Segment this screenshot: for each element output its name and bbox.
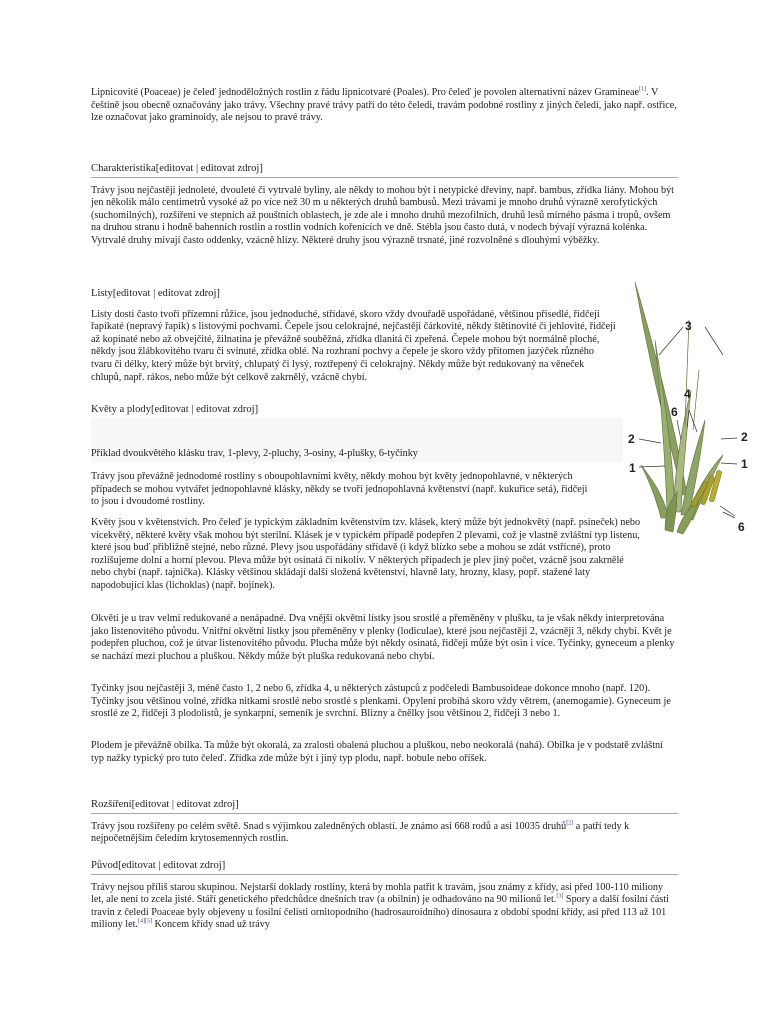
heading-puvod[interactable]: Původ[editovat | editovat zdroj] <box>91 860 678 875</box>
label-1-left: 1 <box>629 461 636 475</box>
kvety-paragraph-4: Tyčinky jsou nejčastěji 3, méně často 1, 2 nebo 6, zřídka 4, u některých zástupců z podčeledi Bambusoideae dokonce mnoho (např. 120). Tyčinky jsou většinou volné, zřídka nitkami srostlé nebo srostlé s plenkami. Opylení probíhá skoro vždy větrem, (anemogamie). Gyneceum je srostlé ze 2, řidčeji 3 plodolistů, je synkarpní, semeník je svrchní. Blizny a čnělky jsou většinou 2, řidčeji 3 nebo 1. <box>91 683 671 720</box>
caption-text: Příklad dvoukvětého klásku trav, 1-plevy, 2-pluchy, 3-osiny, 4-plušky, 6-tyčinky <box>91 448 418 459</box>
listy-paragraph: Listy dosti často tvoří přízemní růžice, jsou jednoduché, střídavé, skoro vždy dvouřadě uspořádané, většinou přisedlé, řidčeji řapíkaté (nepravý řapík) s listovými pochvami. Čepele jsou celokrajné, nejčastěji čárkovité, někdy štětinovité či jehlovité, řidčeji až kopinaté nebo až obvejčité, žilnatina je převážně souběžná, zřídka dlanitá či zpeřená. Čepele mohou být normálně ploché, někdy jsou žlábkovitého tvaru či svinuté, zřídka oblé. Na rozhraní pochvy a čepele je skoro vždy přítomen jazýček různého tvaru či délky, který může být brvitý, chlupatý či lysý, roztřepený či celokrajný. Někdy může být redukovaný na věneček chlupů, např. rákos, nebo může být celkově zakrnělý, vzácně chybí. <box>91 308 616 383</box>
section-puvod <box>91 860 678 932</box>
section-charakteristika <box>91 163 678 248</box>
label-4: 4 <box>684 387 691 401</box>
label-3: 3 <box>685 319 692 333</box>
citation-3[interactable]: [3] <box>556 893 564 900</box>
puvod-paragraph: Trávy nejsou příliš starou skupinou. Nejstarší doklady rostliny, která by mohla patřit k travám, jsou známy z křídy, asi před 100-110 miliony let, ale není to zcela jisté. Stáří genetického předchůdce dnešních trav (a obilnin) je odhadováno na 90 milionů let.[3] Spory a další fosilní části travin z čeledi Poaceae byly objeveny u fosilní čelisti ornitopodního (hadrosauroidního) dinosaura z období spodní křídy, asi před 113 až 101 miliony let.[4][5] Koncem křídy snad už trávy <box>91 881 669 931</box>
label-6-upper: 6 <box>671 405 678 419</box>
section-kvety-heading <box>91 404 678 417</box>
kvety-paragraph-3: Okvětí je u trav velmi redukované a nenápadné. Dva vnější okvětní lístky jsou srostlé a přeměněny v plušku, ta je však někdy interpretována jako listenovitého původu. Vnitřní okvětní lístky jsou přeměněny v plenky (lodiculae), které jsou nejčastěji 2, vzácněji 3, někdy chybí. Květ je podepřen pluchou, což je útvar listenovitého původu. Plucha může být někdy osinatá, řidčeji může být osin i více. Tyčinky, gyneceum a plenky se nachází mezi pluchou a pluškou. Někdy může být pluška redukovaná nebo chybí. <box>91 613 675 662</box>
heading-rozsireni[interactable]: Rozšíření[editovat | editovat zdroj] <box>91 799 678 814</box>
section-rozsireni <box>91 799 678 846</box>
heading-kvety-a-plody[interactable]: Květy a plody[editovat | editovat zdroj] <box>91 404 259 415</box>
heading-charakteristika[interactable]: Charakteristika[editovat | editovat zdroj] <box>91 163 678 178</box>
heading-listy[interactable]: Listy[editovat | editovat zdroj] <box>91 288 220 299</box>
label-1-right: 1 <box>741 457 748 471</box>
rozsireni-paragraph: Trávy jsou rozšířeny po celém světě. Snad s výjimkou zaledněných oblastí. Je známo asi 668 rodů a asi 10035 druhů[2] a patří tedy k nejpočetnějším čeledím krytosemenných rostlin. <box>91 820 630 845</box>
charakteristika-paragraph: Trávy jsou nejčastěji jednoleté, dvouleté či vytrvalé byliny, ale někdy to mohou být i netypické dřeviny, např. bambus, zřídka liány. Mohou být jen několik málo centimetrů vysoké až po více než 30 m u některých druhů bambusů. Mezi trávami je mnoho druhů výrazně xerofytických (suchomilných), rozšířeni ve stepních až pouštních oblastech, je zde ale i mnoho druhů mezofilních, druhů lesů mírného pásma i tropů, ovšem na druhou stranu i hodně bahenních rostlin a rostlin vodních kořenících ve dně. Stébla jsou často dutá, v nodech bývají výrazná kolénka. Vytrvalé druhy mívají často oddenky, vzácně hlízy. Některé druhy jsou výrazně trsnaté, jiné rozvolněné s dlouhými výběžky. <box>91 184 675 246</box>
intro-paragraph: Lipnicovité (Poaceae) je čeleď jednoděložných rostlin z řádu lipnicotvaré (Poales). Pro čeleď je povolen alternativní název Gramineae[1]. V češtině jsou obecně označovány jako trávy. Všechny pravé trávy patří do této čeledi, travám podobné rostliny z jiných čeledí, jako např. ostřice, lze označovat jako graminoidy, ale nejsou to pravé trávy. <box>91 86 677 124</box>
kvety-paragraph-1: Trávy jsou převážně jednodomé rostliny s oboupohlavními květy, někdy mohou být květy jednopohlavné, v některých případech se mohou vytvářet jednopohlavné klásky, někdy se tvoří jednopohlavná květenství (např. kukuřice setá), řidčeji to jsou i dvoudomé rostliny. <box>91 471 588 508</box>
kvety-paragraph-2: Květy jsou v květenstvích. Pro čeleď je typickým základním květenstvím tzv. klásek, který může být jednokvětý (např. psineček) nebo vícekvětý, některé květy však mohou být sterilní. Klásek je v typickém případě podepřen 2 plevami, což je vlastně zvláštní typ listenu, které jsou buď přibližně stejné, nebo různé. Plevy jsou uspořádány střídavě (i když blízko sebe a mohou se zdát vstřícné), proto rozlišujeme dolní a horní plevou. Pleva může být osinatá či nikoliv. V některých případech je plev jiný počet, vzácně jsou zakrnělé nebo chybí (např. tajnička). Klásky většinou skládají další složená květenství, hlavně laty, hrozny, klasy, popř. stažené laty napodobující klas (lichoklas) (např. bojínek). <box>91 517 641 591</box>
kvety-paragraph-5: Plodem je převážně obilka. Ta může být okoralá, za zralosti obalená pluchou a pluškou, nebo neokoralá (nahá). Obilka je v podstatě zvláštní typ nažky typický pro tuto čeleď. Zřídka zde může být i jiný typ plodu, např. bobule nebo oříšek. <box>91 740 663 764</box>
label-6-lower: 6 <box>738 520 745 534</box>
citation-2[interactable]: [2] <box>566 820 574 827</box>
label-2-left: 2 <box>628 432 635 446</box>
intro-section <box>91 87 678 125</box>
grass-spikelet-illustration[interactable] <box>625 280 768 550</box>
label-2-right: 2 <box>741 430 748 444</box>
citation-1[interactable]: [1] <box>639 86 647 93</box>
figure-caption <box>91 448 616 461</box>
citation-4-5[interactable]: [4][5] <box>137 918 152 925</box>
section-listy <box>91 288 616 384</box>
